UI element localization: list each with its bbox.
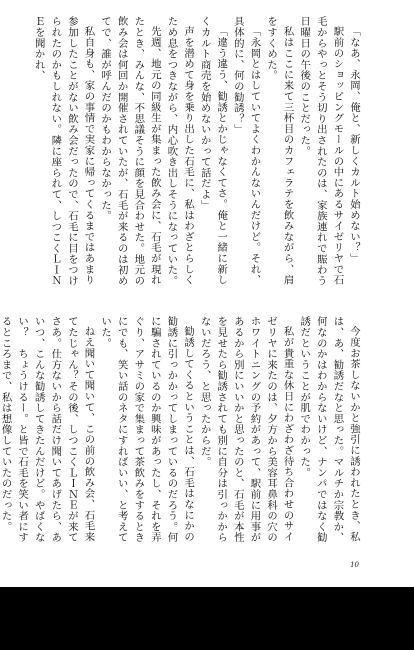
paragraph: 先週、地元の同級生が集まった飲み会に、石毛が現れたとき、みんな、不思議そうに顔を見合わせた。地元の飲み会は何回か開催されていたが、石毛が来るのは初めてで、誰が呼んだのかもわからなかった。: [99, 16, 161, 286]
page-number: 10: [350, 561, 359, 569]
paragraph: 「永岡とはしていてよくわかんないんだけど。それ、具体的に、何の勧誘？」: [231, 16, 261, 286]
paragraph: 私はここに来て三杯目のカフェラテを飲みながら、肩をすくめた。: [265, 16, 294, 286]
screen-bottom-bar: [0, 587, 414, 650]
paragraph: 声を潜めて身を乗り出した石毛に、私はわざとらしくため息をつきながら、内心吹き出しそうになっていた。: [165, 16, 195, 286]
bottom-text-block: [0, 316, 362, 552]
paragraph: 「違う違う、勧誘とかじゃなくてさ。俺と一緒に新しくカルト商売を始めないかって話だよ」: [198, 16, 228, 286]
paragraph: 今度お茶しないかと強引に誘われたとき、私は、あ、勧誘だなと思った。マルチか宗教か、何なのかはわからないけど、ナンパではなく勧誘だということが肌でわかった。: [298, 316, 360, 543]
paragraph: 私自身も、家の事情で実家に帰ってくるまではあまり参加したことがない飲み会だったので、石毛に目をつけられたのかもしれない。隣に座られて、しつこくＬＩＮＥを聞かれ、: [32, 16, 95, 286]
paragraph: 勧誘してくるということは、石毛はなにかの勧誘に引っかかってしまっているのだろう。何に騙されているのか興味があったし、それを弄ぐり、アサミの家で集まって茶飲みをするときにでも、笑い話のネタにすればいい、と考えていた。: [99, 316, 195, 543]
paragraph: 私が貴重な休日にわざわざ待ち合わせのサイゼリヤに来たのは、夕方から美容耳鼻科の穴のホワイトニングの予約があって、駅前に用事があるから別にいいかと思ったのと、石毛が本性を見せたら勧誘されても別に自分は引っかからないだろう、と思ったからだ。: [198, 316, 294, 543]
paragraph: ねえ聞いて聞いて、この前の飲み会、石毛来てたじゃん？その後、しつこくＬＩＮＥが来てさあ。仕方ないから話だけ聞いてあげたら、あいつ、こんな勧誘してきたんだけど。やばくない？ ちょうけるー。と皆で石毛を笑い者にするところまで、私は想像していたのだった。: [0, 316, 95, 543]
paragraph: 「なあ、永岡、俺と、新しくカルト始めない？」: [348, 26, 360, 264]
top-text-block: [32, 16, 362, 291]
paragraph: 駅前のショッピングモールの中にあるサイゼリヤで石毛からやっとそう切り出されたのは、家族連れで賑わう日曜日の午後のことだった。: [298, 16, 344, 286]
